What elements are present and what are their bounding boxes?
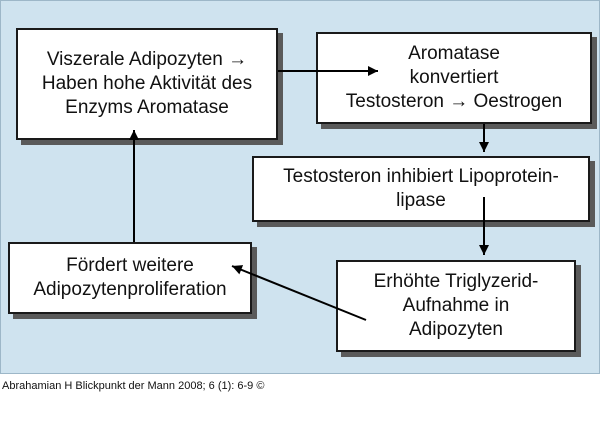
visceral-adipocytes-box: Viszerale Adipozyten → Haben hohe Aktivität des Enzyms Aromatase: [16, 28, 278, 140]
triglyceride-uptake-box: Erhöhte Triglyzerid- Aufnahme in Adipozyten: [336, 260, 576, 352]
citation-text: Abrahamian H Blickpunkt der Mann 2008; 6 (1): 6-9 ©: [2, 380, 265, 392]
testosterone-inhibits-lipase-box: Testosteron inhibiert Lipoprotein- lipase: [252, 156, 590, 222]
adipocyte-proliferation-box: Fördert weitere Adipozytenproliferation: [8, 242, 252, 314]
aromatase-box: Aromatase konvertiert Testosteron → Oestrogen: [316, 32, 592, 124]
